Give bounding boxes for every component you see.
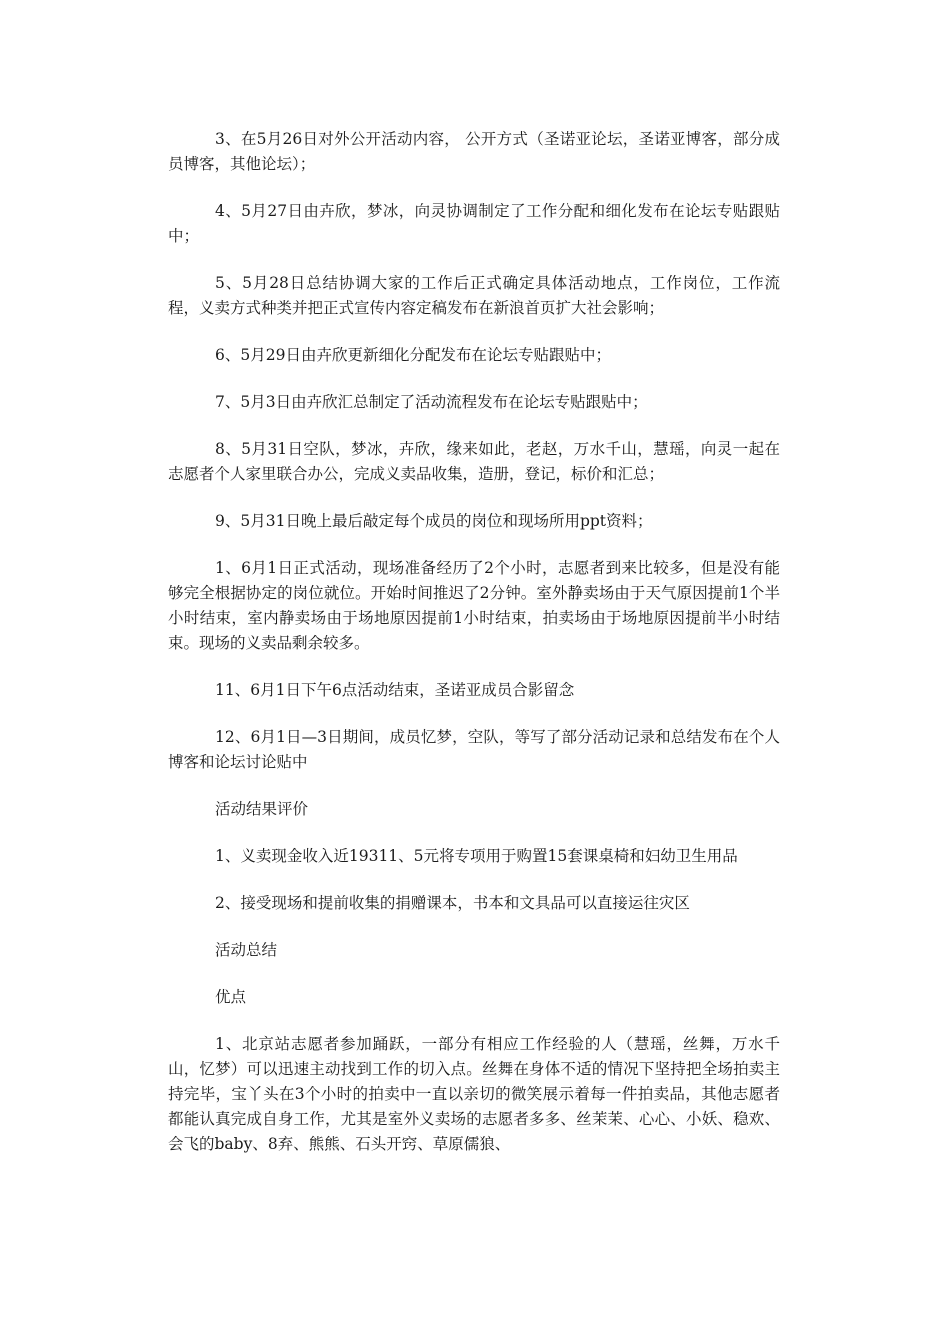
paragraph-item-4: 4、5月27日由卉欣，梦冰，向灵协调制定了工作分配和细化发布在论坛专贴跟贴中； (168, 202, 780, 245)
paragraph-item-5: 5、5月28日总结协调大家的工作后正式确定具体活动地点，工作岗位，工作流程，义卖方式种类并把正式宣传内容定稿发布在新浪首页扩大社会影响； (168, 274, 780, 317)
paragraph-item-3: 3、在5月26日对外公开活动内容， 公开方式（圣诺亚论坛，圣诺亚博客，部分成员博客，其他论坛）； (168, 130, 780, 173)
paragraph-item-7: 7、5月3日由卉欣汇总制定了活动流程发布在论坛专贴跟贴中； (215, 393, 648, 411)
paragraph-item-11: 11、6月1日下午6点活动结束，圣诺亚成员合影留念 (215, 681, 575, 699)
subheading-strengths: 优点 (215, 988, 247, 1006)
paragraph-item-12: 12、6月1日—3日期间，成员忆梦，空队，等写了部分活动记录和总结发布在个人博客和论坛讨论贴中 (168, 728, 780, 771)
paragraph-item-10: 1、6月1日正式活动，现场准备经历了2个小时，志愿者到来比较多，但是没有能够完全根据协定的岗位就位。开始时间推迟了2分钟。室外静卖场由于天气原因提前1个半小时结束，室内静卖场由于场地原因提前1小时结束，拍卖场由于场地原因提前半小时结束。现场的义卖品剩余较多。 (168, 559, 780, 652)
result-item-1: 1、义卖现金收入近19311、5元将专项用于购置15套课桌椅和妇幼卫生用品 (215, 847, 738, 865)
paragraph-item-6: 6、5月29日由卉欣更新细化分配发布在论坛专贴跟贴中； (215, 346, 611, 364)
result-item-2: 2、接受现场和提前收集的捐赠课本，书本和文具品可以直接运往灾区 (215, 894, 690, 912)
paragraph-item-9: 9、5月31日晚上最后敲定每个成员的岗位和现场所用ppt资料； (215, 512, 653, 530)
paragraph-item-8: 8、5月31日空队，梦冰，卉欣，缘来如此，老赵，万水千山，慧瑶，向灵一起在志愿者个人家里联合办公，完成义卖品收集，造册，登记，标价和汇总； (168, 440, 780, 483)
section-heading-results: 活动结果评价 (215, 800, 309, 818)
strength-item-1: 1、北京站志愿者参加踊跃，一部分有相应工作经验的人（慧瑶，丝舞，万水千山，忆梦）可以迅速主动找到工作的切入点。丝舞在身体不适的情况下坚持把全场拍卖主持完毕，宝丫头在3个小时的拍卖中一直以亲切的微笑展示着每一件拍卖品，其他志愿者都能认真完成自身工作，尤其是室外义卖场的志愿者多多、丝茉茉、心心、小妖、稳欢、会飞的baby、8弃、熊熊、石头开窍、草原儒狼、 (168, 1035, 780, 1153)
section-heading-summary: 活动总结 (215, 941, 278, 959)
document-body (168, 127, 780, 1179)
